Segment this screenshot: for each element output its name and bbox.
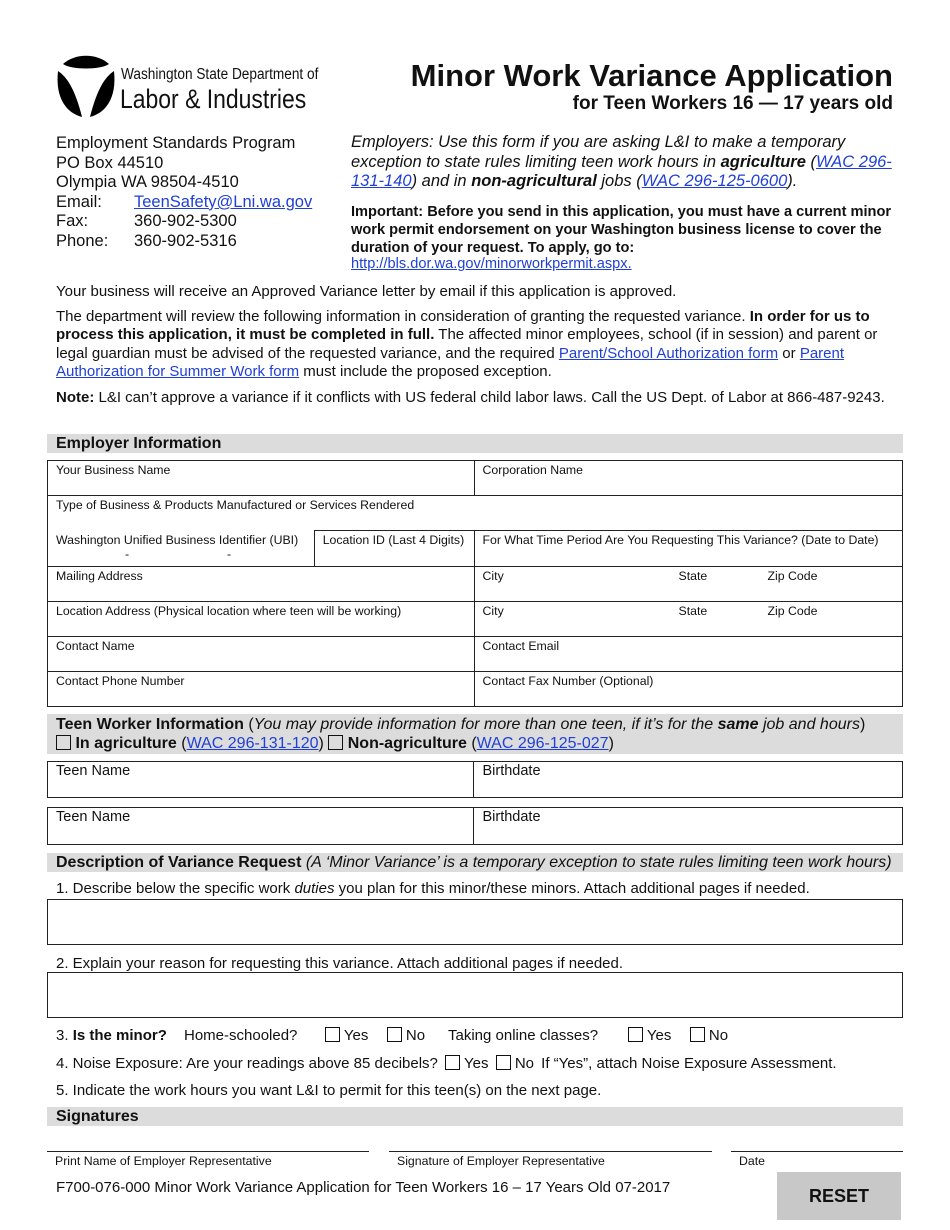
- email-row: [56, 193, 312, 213]
- question-2: 2. Explain your reason for requesting this variance. Attach additional pages if needed.: [56, 955, 624, 972]
- wac-296-131-120-link[interactable]: WAC 296-131-120: [186, 735, 319, 752]
- question-5: 5. Indicate the work hours you want L&I to permit for this teen(s) on the next page.: [56, 1082, 602, 1099]
- signature-field[interactable]: Signature of Employer Representative: [389, 1151, 712, 1168]
- parent-school-authorization-link[interactable]: Parent/School Authorization form: [558, 344, 779, 362]
- online-classes-label: Taking online classes?: [448, 1027, 599, 1044]
- location-city-label: City: [482, 604, 504, 618]
- mailing-city-state-zip-field[interactable]: [474, 567, 902, 602]
- reason-textarea[interactable]: [47, 972, 903, 1018]
- minor-work-permit-link[interactable]: http://bls.dor.wa.gov/minorworkpermit.aspx.: [351, 256, 632, 272]
- employers-instructions: Employers: Use this form if you are asking L&I to make a temporary exception to state rules limiting teen work hours in agriculture (WAC 296-131-140) and in non-agricultural jobs (WAC 296-125-0600).: [351, 133, 892, 190]
- business-name-field[interactable]: Your Business Name: [48, 461, 475, 496]
- noise-no-checkbox[interactable]: [496, 1055, 511, 1070]
- location-city-state-zip-field[interactable]: [474, 602, 902, 637]
- question-3: 3. Is the minor?: [56, 1027, 167, 1044]
- note-label: Note:: [56, 389, 95, 406]
- location-zip-label: Zip Code: [767, 604, 818, 618]
- wac-ag-link[interactable]: WAC 296-131-140: [351, 152, 892, 190]
- in-agriculture-label: In agriculture: [75, 735, 177, 752]
- agriculture-emphasis: agriculture: [720, 152, 806, 171]
- mailing-state-label: State: [678, 569, 708, 583]
- question-4: 4. Noise Exposure: Are your readings above 85 decibels? Yes No If “Yes”, attach Noise Exposure Assessment.: [56, 1055, 837, 1072]
- teen-1-table: [47, 761, 903, 798]
- wac-nonag-link[interactable]: WAC 296-125-0600: [641, 172, 788, 190]
- online-classes-no-checkbox[interactable]: [690, 1027, 705, 1042]
- reset-button[interactable]: RESET: [777, 1172, 901, 1220]
- approved-letter-text: Your business will receive an Approved Variance letter by email if this application is approved.: [56, 283, 677, 300]
- page-title: Minor Work Variance Application: [410, 58, 893, 93]
- po-box: PO Box 44510: [56, 153, 164, 172]
- teen-2-table: [47, 807, 903, 845]
- teen-1-birthdate-field[interactable]: Birthdate: [474, 762, 903, 798]
- mailing-address-field[interactable]: Mailing Address: [48, 567, 475, 602]
- ubi-dash-1: -: [125, 546, 130, 561]
- time-period-field[interactable]: For What Time Period Are You Requesting This Variance? (Date to Date): [474, 531, 902, 567]
- employer-info-table: [47, 460, 903, 707]
- note-paragraph: Note: L&I can’t approve a variance if it conflicts with US federal child labor laws. Call the US Dept. of Labor at 866-487-9243.: [56, 389, 885, 406]
- mailing-zip-label: Zip Code: [767, 569, 818, 583]
- employer-info-heading: Employer Information: [47, 434, 903, 453]
- lni-logo-icon: [55, 55, 117, 119]
- contact-phone-field[interactable]: Contact Phone Number: [48, 672, 475, 707]
- in-agriculture-checkbox[interactable]: [56, 735, 71, 750]
- question-1: 1. Describe below the specific work duties you plan for this minor/these minors. Attach additional pages if needed.: [56, 880, 810, 897]
- contact-email-field[interactable]: Contact Email: [474, 637, 902, 672]
- home-schooled-yes-checkbox[interactable]: [325, 1027, 340, 1042]
- contact-address-block: [56, 134, 312, 252]
- fax-row: [56, 212, 312, 232]
- fax-label: Fax:: [56, 212, 89, 231]
- teen-worker-info-heading: Teen Worker Information (You may provide information for more than one teen, if it’s for the same job and hours) In agriculture (WAC 296-131-120) Non-agriculture (WAC 296-125-027): [47, 714, 903, 754]
- online-classes-yes-checkbox[interactable]: [628, 1027, 643, 1042]
- email-label: Email:: [56, 192, 102, 211]
- agency-logo: [55, 55, 325, 120]
- fax-number: 360-902-5300: [134, 212, 237, 231]
- location-address-field[interactable]: Location Address (Physical location where teen will be working): [48, 602, 475, 637]
- ubi-dash-2: -: [227, 546, 232, 561]
- non-agriculture-label: Non-agriculture: [347, 735, 467, 752]
- corporation-name-field[interactable]: Corporation Name: [474, 461, 902, 496]
- noise-yes-checkbox[interactable]: [445, 1055, 460, 1070]
- wac-296-125-027-link[interactable]: WAC 296-125-027: [476, 735, 609, 752]
- logo-line-1: Washington State Department of: [121, 66, 319, 83]
- non-agricultural-emphasis: non-agricultural: [471, 172, 597, 190]
- page-subtitle: for Teen Workers 16 — 17 years old: [572, 93, 893, 114]
- parent-summer-authorization-link[interactable]: Parent Authorization for Summer Work form: [56, 344, 845, 380]
- home-schooled-options: Yes No: [325, 1027, 425, 1044]
- location-state-label: State: [678, 604, 708, 618]
- teen-2-name-field[interactable]: Teen Name: [48, 808, 474, 845]
- contact-fax-field[interactable]: Contact Fax Number (Optional): [474, 672, 902, 707]
- signatures-heading: Signatures: [47, 1107, 903, 1126]
- mailing-city-label: City: [482, 569, 504, 583]
- duties-textarea[interactable]: [47, 899, 903, 945]
- ubi-field[interactable]: Washington Unified Business Identifier (UBI) - -: [48, 531, 315, 567]
- non-agriculture-checkbox[interactable]: [328, 735, 343, 750]
- variance-heading: Description of Variance Request (A ‘Minor Variance’ is a temporary exception to state rules limiting teen work hours): [47, 853, 903, 872]
- city-line: Olympia WA 98504-4510: [56, 173, 239, 192]
- teen-1-name-field[interactable]: Teen Name: [48, 762, 474, 798]
- program-name: Employment Standards Program: [56, 134, 296, 152]
- review-paragraph: The department will review the following information in consideration of granting the requested variance. In order for us to process this application, it must be completed in full. The affected minor employees, school (if in session) and parent or legal guardian must be advised of the requested variance, and the required Parent/School Authorization form or Parent Authorization for Summer Work form must include the proposed exception.: [56, 308, 878, 380]
- type-of-business-field[interactable]: Type of Business & Products Manufactured or Services Rendered: [48, 496, 903, 531]
- home-schooled-label: Home-schooled?: [184, 1027, 298, 1044]
- home-schooled-no-checkbox[interactable]: [387, 1027, 402, 1042]
- print-name-field[interactable]: Print Name of Employer Representative: [47, 1151, 369, 1168]
- teen-2-birthdate-field[interactable]: Birthdate: [474, 808, 903, 845]
- contact-name-field[interactable]: Contact Name: [48, 637, 475, 672]
- important-notice: Important: Before you send in this application, you must have a current minor work permit endorsement on your Washington business license to cover the duration of your request. To apply, go to:: [351, 204, 892, 256]
- form-id-footer: F700-076-000 Minor Work Variance Application for Teen Workers 16 – 17 Years Old 07-2017: [56, 1179, 671, 1196]
- date-field[interactable]: Date: [731, 1151, 903, 1168]
- logo-line-2: Labor & Industries: [120, 84, 307, 114]
- email-link[interactable]: TeenSafety@Lni.wa.gov: [134, 192, 313, 211]
- online-classes-options: Yes No: [628, 1027, 728, 1044]
- phone-label: Phone:: [56, 231, 109, 250]
- phone-row: [56, 232, 312, 252]
- question-3-label: Is the minor?: [72, 1027, 167, 1044]
- phone-number: 360-902-5316: [134, 231, 237, 250]
- location-id-field[interactable]: Location ID (Last 4 Digits): [314, 531, 474, 567]
